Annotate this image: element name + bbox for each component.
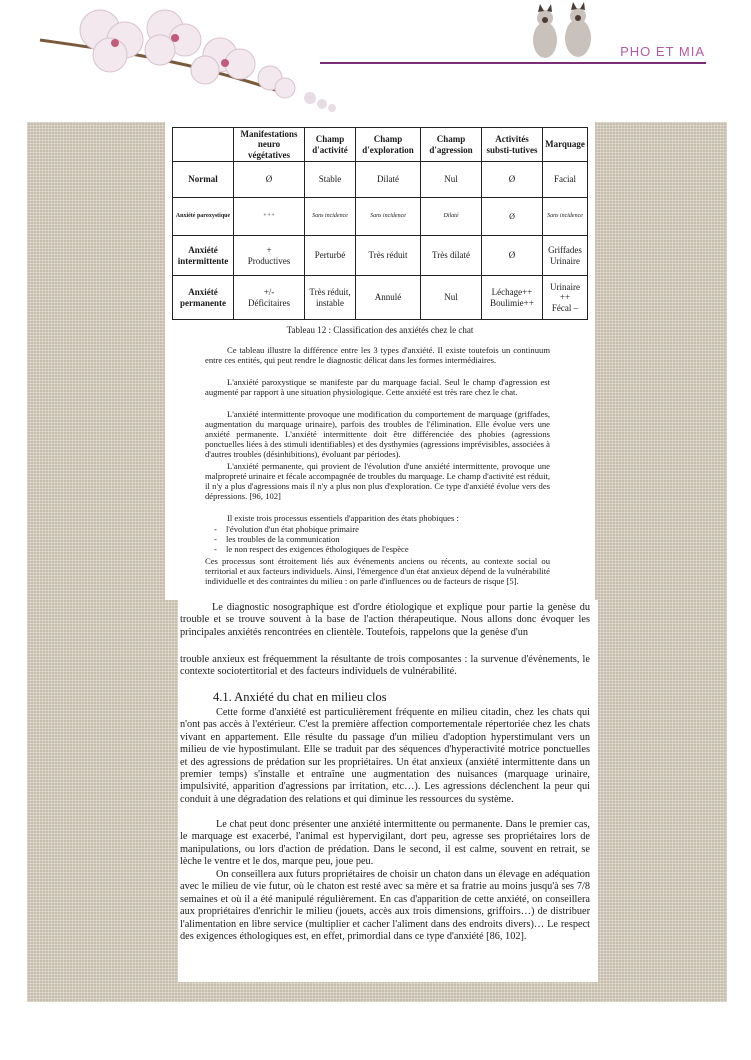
table-cell: Sans incidence: [543, 198, 588, 236]
section-heading: 4.1. Anxiété du chat en milieu clos: [213, 690, 387, 704]
table-cell: Ø: [234, 162, 305, 198]
table-cell: Nul: [421, 276, 482, 320]
table-cell: Très réduit, instable: [305, 276, 356, 320]
page-header: [0, 0, 751, 120]
paragraph: Cette forme d'anxiété est particulièrement fréquente en milieu citadin, chez les chats qui n'ont pas accès à l'extérieur. C'est la première affection comportementale répertoriée chez les chats vivant en appartement. Elle résulte du passage d'un milieu d'adoption hyperstimulant vers un milieu de vie hypostimulant. Elle se traduit par des séquences d'hyperactivité motrice ponctuelles et des agressions de prédation sur les propriétaires. Un état anxieux (anxiété intermittente dans un premier temps) s'installe et entraîne une augmentation des nuisances (marquage urinaire, impulsivité, apparition d'agressions par irritation, etc…). Les agressions déclenchent la peur qui conduit à une dégradation des relations et qui diminue les ressources du système.: [180, 707, 590, 805]
siamese-cats-image: [520, 2, 610, 62]
list-item: - l'évolution d'un état phobique primaire: [226, 524, 409, 534]
row-label: Anxiété paroxystique: [173, 198, 234, 236]
table-header-row: [173, 128, 588, 162]
table-cell: Griffades Urinaire: [543, 236, 588, 276]
paragraph: L'anxiété intermittente provoque une modification du comportement de marquage (griffades, augmentation du marquage urinaire), parfois des troubles de l'élimination. Elle évolue vers une anxiété permanente. L'anxiété intermittente doit être différenciée des phobies (agressions ponctuelles liées à des stimuli identifiables) et des dysthymies (agressions imprévisibles, associées à d'autres troubles (désinhibitions), évoluant par périodes).: [205, 409, 550, 459]
paragraph: L'anxiété permanente, qui provient de l'évolution d'une anxiété intermittente, provoque une malpropreté urinaire et fécale accompagnée de troubles du marquage. Le champ d'activité est réduit, il n'y a plus d'agressions mais il n'y a plus non plus d'exploration. Ce type d'anxiété évolue vers des dépressions. [96, 102]: [205, 461, 550, 501]
table-cell: Annulé: [356, 276, 421, 320]
orchid-flowers-image: [30, 0, 360, 118]
brand-name: PHO ET MIA: [620, 44, 705, 59]
table-cell: +/- Déficitaires: [234, 276, 305, 320]
list-item: - les troubles de la communication: [226, 534, 409, 544]
table-cell: Dilaté: [356, 162, 421, 198]
paragraph: Ce tableau illustre la différence entre les 3 types d'anxiété. Il existe toutefois un continuum entre ces entités, qui peut rendre le diagnostic délicat dans les formes intermédiaires.: [205, 345, 550, 365]
table-header: Champ d'activité: [305, 128, 356, 162]
paragraph: Ces processus sont étroitement liés aux événements anciens ou récents, au contexte social ou territorial et aux facteurs individuels. Ainsi, l'émergence d'un état anxieux dépend de la vulnérabilité individuelle et des contraintes du milieu : on parle d'influences ou de facteurs de risque [5].: [205, 556, 550, 586]
table-header: Marquage: [543, 128, 588, 162]
paragraph: Le diagnostic nosographique est d'ordre étiologique et explique pour partie la genèse du trouble et se trouve souvent à la base de l'action thérapeutique. Nous allons donc évoquer les principales anxiétés rencontrées en clientèle. Toutefois, rappelons que la genèse d'un: [180, 602, 590, 638]
table-cell: Sans incidence: [305, 198, 356, 236]
table-header: Champ d'agression: [421, 128, 482, 162]
table-cell: +++: [234, 198, 305, 236]
paragraph: Le chat peut donc présenter une anxiété intermittente ou permanente. Dans le premier cas, le marquage est exacerbé, l'animal est hypervigilant, dort peu, agresse ses propriétaires lors de manipulations, ou lors d'action de prédation. Dans le second, il est calme, souvent en retrait, se lèche le ventre et le dos, marque peu, joue peu.: [180, 819, 590, 868]
table-cell: Très réduit: [356, 236, 421, 276]
table-cell: Stable: [305, 162, 356, 198]
row-label: Anxiété intermittente: [173, 236, 234, 276]
table-cell: Dilaté: [421, 198, 482, 236]
row-label: Normal: [173, 162, 234, 198]
table-header: Activités substi-tutives: [482, 128, 543, 162]
paragraph: trouble anxieux est fréquemment la résultante de trois composantes : la survenue d'évènements, le contexte sociotertitorial et des facteurs individuels de vulnérabilité.: [180, 654, 590, 678]
table-cell: Urinaire ++ Fécal –: [543, 276, 588, 320]
table-cell: Nul: [421, 162, 482, 198]
table-header: Champ d'exploration: [356, 128, 421, 162]
row-label: Anxiété permanente: [173, 276, 234, 320]
table-cell: Très dilaté: [421, 236, 482, 276]
table-header: [173, 128, 234, 162]
anxiety-classification-table: [172, 127, 588, 320]
table-row: [173, 162, 588, 198]
table-cell: Facial: [543, 162, 588, 198]
table-cell: Ø: [482, 198, 543, 236]
table-row: [173, 198, 588, 236]
bullet-list: [226, 524, 409, 554]
list-item: - le non respect des exigences éthologiques de l'espèce: [226, 544, 409, 554]
table-cell: Sans incidence: [356, 198, 421, 236]
table-row: [173, 276, 588, 320]
table-cell: Léchage++ Boulimie++: [482, 276, 543, 320]
table-cell: Ø: [482, 236, 543, 276]
table-caption: Tableau 12 : Classification des anxiétés chez le chat: [286, 325, 474, 335]
table-cell: Perturbé: [305, 236, 356, 276]
table-header: Manifestations neuro végétatives: [234, 128, 305, 162]
paragraph: L'anxiété paroxystique se manifeste par du marquage facial. Seul le champ d'agression est augmenté par rapport à une situation physiologique. Cette anxiété est très rare chez le chat.: [205, 377, 550, 397]
paragraph: Il existe trois processus essentiels d'apparition des états phobiques :: [227, 513, 459, 523]
header-rule: [320, 62, 706, 64]
table-row: [173, 236, 588, 276]
table-cell: Ø: [482, 162, 543, 198]
table-cell: + Productives: [234, 236, 305, 276]
paragraph: On conseillera aux futurs propriétaires de choisir un chaton dans un élevage en adéquation avec le milieu de vie futur, où le chaton est resté avec sa mère et sa fratrie au moins jusqu'à ses 7/8 semaines et où il a été manipulé régulièrement. En cas d'apparition de cette anxiété, on conseillera aux propriétaires d'enrichir le milieu (jouets, accès aux trois dimensions, griffoirs…) de distribuer l'alimentation en libre service (multiplier et cacher l'aliment dans des endroits divers)… Le respect des exigences éthologiques est, en effet, primordial dans ce type d'anxiété [86, 102].: [180, 869, 590, 943]
